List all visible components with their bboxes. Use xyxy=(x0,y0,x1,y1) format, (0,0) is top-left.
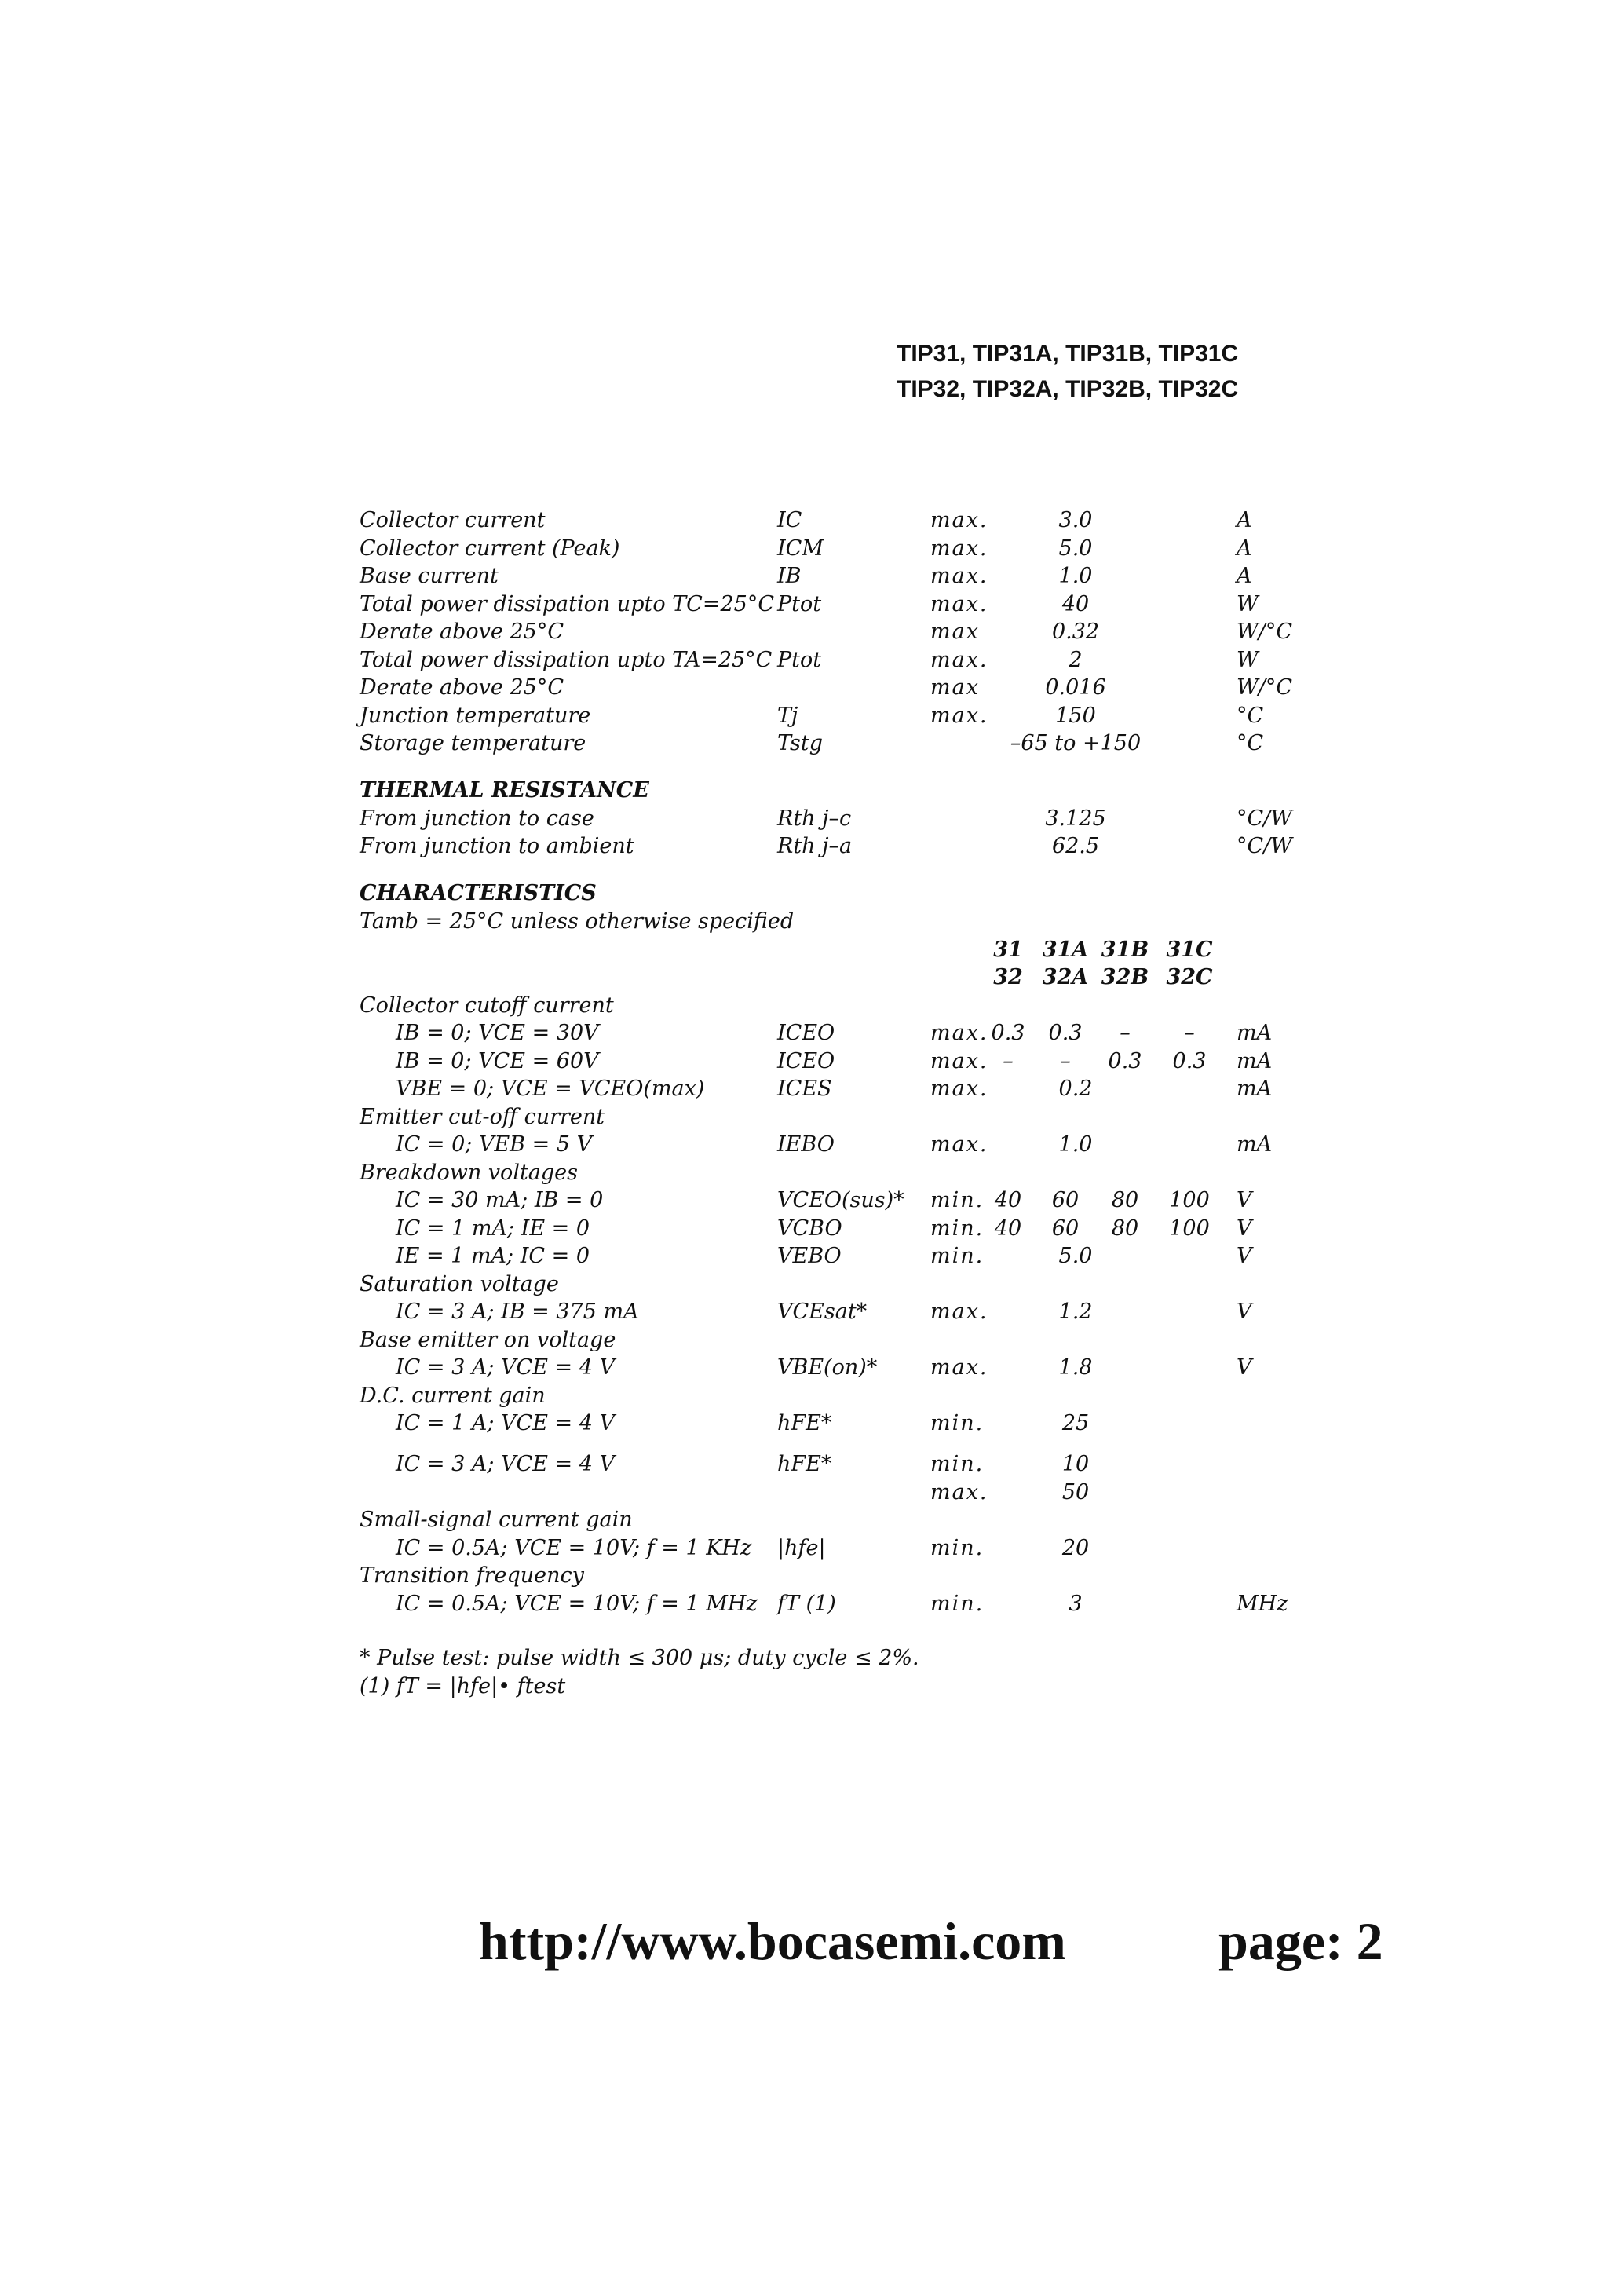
test-condition: IE = 1 mA; IC = 0 xyxy=(396,1244,590,1268)
table-row xyxy=(360,832,1302,861)
parameter-unit: V xyxy=(1237,1300,1252,1324)
parameter-label: Collector current (Peak) xyxy=(360,536,620,561)
parameter-unit: °C xyxy=(1237,703,1264,728)
table-row xyxy=(360,1019,1302,1047)
spacer xyxy=(360,758,1302,777)
parameter-label: From junction to ambient xyxy=(360,834,634,858)
variant-value: 60 xyxy=(1051,1216,1080,1241)
test-condition: IB = 0; VCE = 60V xyxy=(396,1048,599,1073)
parameter-label: From junction to case xyxy=(360,806,594,831)
table-row xyxy=(360,1047,1302,1076)
table-row xyxy=(360,1590,1302,1618)
table-row xyxy=(360,1075,1302,1103)
variant-column-headers xyxy=(360,936,1302,992)
parameter-unit: V xyxy=(1237,1216,1252,1241)
parameter-value: 0.2 xyxy=(1058,1077,1093,1101)
parameter-unit: W xyxy=(1237,647,1259,672)
limit-qualifier: min. xyxy=(930,1188,985,1212)
test-condition: IB = 0; VCE = 30V xyxy=(396,1021,599,1045)
variant-value: – xyxy=(1184,1021,1195,1045)
part-numbers-line-2: TIP32, TIP32A, TIP32B, TIP32C xyxy=(897,376,1239,402)
limit-qualifier: max. xyxy=(930,1300,988,1324)
table-row xyxy=(360,1506,1302,1534)
parameter-label: Junction temperature xyxy=(360,703,591,728)
parameter-label: Storage temperature xyxy=(360,731,586,755)
variant-value: 0.3 xyxy=(1108,1048,1142,1073)
parameter-value: 3.0 xyxy=(1058,508,1093,532)
parameter-symbol: Ptot xyxy=(777,647,822,672)
variant-column-header: 31A xyxy=(1042,937,1089,962)
table-row xyxy=(360,1103,1302,1132)
parameter-group-label: Small-signal current gain xyxy=(360,1508,633,1532)
test-condition: VBE = 0; VCE = VCEO(max) xyxy=(396,1077,705,1101)
table-row xyxy=(360,963,1302,992)
table-row xyxy=(360,1562,1302,1590)
test-condition: IC = 1 mA; IE = 0 xyxy=(396,1216,590,1241)
parameter-label: Collector current xyxy=(360,508,546,532)
parameter-unit: V xyxy=(1237,1355,1252,1380)
variant-column-header: 32 xyxy=(993,965,1023,989)
limit-qualifier: max. xyxy=(930,1021,988,1045)
parameter-symbol: Tstg xyxy=(777,731,824,755)
variant-value: 100 xyxy=(1169,1216,1210,1241)
parameter-unit: W xyxy=(1237,591,1259,616)
parameter-symbol: VCEsat* xyxy=(777,1300,868,1324)
limit-qualifier: min. xyxy=(930,1244,985,1268)
variant-column-header: 31 xyxy=(993,937,1023,962)
test-condition: IC = 30 mA; IB = 0 xyxy=(396,1188,604,1212)
characteristics-condition: Tamb = 25°C unless otherwise specified xyxy=(360,909,795,934)
note-transition-frequency: (1) fT = |hfe|• ftest xyxy=(360,1674,566,1698)
website-url[interactable]: http://www.bocasemi.com xyxy=(479,1911,1066,1971)
parameter-value: 5.0 xyxy=(1058,536,1093,561)
table-row xyxy=(360,506,1302,535)
parameter-value: 40 xyxy=(1061,591,1090,616)
parameter-value: –65 to +150 xyxy=(1010,731,1142,755)
table-row xyxy=(360,992,1302,1020)
variant-value: 40 xyxy=(994,1188,1022,1212)
parameter-unit: °C xyxy=(1237,731,1264,755)
variant-value: 80 xyxy=(1111,1188,1139,1212)
spacer xyxy=(360,861,1302,879)
table-row xyxy=(360,1534,1302,1563)
parameter-group-label: Transition frequency xyxy=(360,1563,584,1588)
table-row xyxy=(360,1409,1302,1450)
parameter-symbol: IC xyxy=(777,508,802,532)
document-header xyxy=(897,336,1238,407)
parameter-unit: A xyxy=(1237,564,1252,588)
limit-qualifier: max. xyxy=(930,508,988,532)
parameter-symbol: ICEO xyxy=(777,1021,835,1045)
parameter-label: Derate above 25°C xyxy=(360,675,564,700)
parameter-group-label: Base emitter on voltage xyxy=(360,1327,616,1352)
table-row xyxy=(360,702,1302,730)
table-row xyxy=(360,674,1302,702)
parameter-symbol: ICES xyxy=(777,1077,832,1101)
limit-qualifier: max. xyxy=(930,1132,988,1157)
limit-qualifier: max. xyxy=(930,1077,988,1101)
table-row xyxy=(360,1215,1302,1243)
parameter-group-label: Saturation voltage xyxy=(360,1271,559,1296)
table-row xyxy=(360,1382,1302,1410)
parameter-symbol: VCBO xyxy=(777,1216,842,1241)
limit-qualifier: min. xyxy=(930,1452,985,1476)
test-condition: IC = 0.5A; VCE = 10V; f = 1 KHz xyxy=(396,1535,752,1560)
part-numbers-line-1: TIP31, TIP31A, TIP31B, TIP31C xyxy=(897,341,1239,367)
test-condition: IC = 3 A; VCE = 4 V xyxy=(396,1452,615,1476)
table-row xyxy=(360,590,1302,619)
parameter-value: 3.125 xyxy=(1045,806,1106,831)
parameter-unit: mA xyxy=(1237,1021,1273,1045)
note-pulse-test: * Pulse test: pulse width ≤ 300 μs; duty cycle ≤ 2%. xyxy=(360,1646,919,1670)
parameter-symbol: Rth j–c xyxy=(777,806,852,831)
parameter-unit: °C/W xyxy=(1237,806,1293,831)
table-row xyxy=(360,562,1302,590)
test-condition: IC = 0; VEB = 5 V xyxy=(396,1132,593,1157)
parameter-symbol: hFE* xyxy=(777,1411,832,1435)
parameter-label: Total power dissipation upto TC=25°C xyxy=(360,591,774,616)
limit-qualifier: max. xyxy=(930,564,988,588)
variant-column-header: 32B xyxy=(1101,965,1149,989)
parameter-unit: W/°C xyxy=(1237,675,1293,700)
parameter-value: 1.2 xyxy=(1058,1300,1093,1324)
page-number: page: 2 xyxy=(1218,1911,1383,1971)
test-condition: IC = 1 A; VCE = 4 V xyxy=(396,1411,615,1435)
parameter-group-label: Emitter cut-off current xyxy=(360,1104,605,1129)
table-row xyxy=(360,646,1302,675)
thermal-resistance-title: THERMAL RESISTANCE xyxy=(360,777,649,803)
parameter-value: 1.0 xyxy=(1058,564,1093,588)
table-row xyxy=(360,936,1302,964)
parameter-unit: °C/W xyxy=(1237,834,1293,858)
limit-qualifier: max. xyxy=(930,591,988,616)
variant-column-header: 32A xyxy=(1042,965,1089,989)
table-row xyxy=(360,1479,1302,1507)
table-row xyxy=(360,1242,1302,1270)
table-row xyxy=(360,1450,1302,1479)
table-row xyxy=(360,535,1302,563)
parameter-unit: mA xyxy=(1237,1077,1273,1101)
parameter-unit: A xyxy=(1237,508,1252,532)
limit-qualifier: max xyxy=(930,620,980,644)
limit-qualifier: max xyxy=(930,675,980,700)
limit-qualifier: min. xyxy=(930,1591,985,1616)
parameter-value: 0.016 xyxy=(1045,675,1106,700)
limit-qualifier: max. xyxy=(930,1048,988,1073)
table-row xyxy=(360,729,1302,758)
table-row xyxy=(360,1270,1302,1299)
parameter-value: 3 xyxy=(1069,1591,1083,1616)
table-row xyxy=(360,618,1302,646)
parameter-symbol: IB xyxy=(777,564,802,588)
parameter-value: 62.5 xyxy=(1051,834,1100,858)
variant-value: 0.3 xyxy=(1172,1048,1207,1073)
table-row xyxy=(360,1186,1302,1215)
parameter-symbol: fT (1) xyxy=(777,1591,836,1616)
table-row xyxy=(360,1159,1302,1187)
variant-value: – xyxy=(1120,1021,1131,1045)
variant-value: 100 xyxy=(1169,1188,1210,1212)
test-condition: IC = 0.5A; VCE = 10V; f = 1 MHz xyxy=(396,1591,758,1616)
parameter-unit: mA xyxy=(1237,1132,1273,1157)
parameter-unit: V xyxy=(1237,1188,1252,1212)
parameter-symbol: hFE* xyxy=(777,1452,832,1476)
variant-column-header: 32C xyxy=(1166,965,1213,989)
variant-column-header: 31B xyxy=(1101,937,1149,962)
variant-value: – xyxy=(1060,1048,1071,1073)
limit-qualifier: min. xyxy=(930,1216,985,1241)
variant-value: – xyxy=(1003,1048,1014,1073)
test-condition: IC = 3 A; VCE = 4 V xyxy=(396,1355,615,1380)
parameter-value: 10 xyxy=(1061,1452,1090,1476)
table-row xyxy=(360,1298,1302,1326)
limit-qualifier: max. xyxy=(930,536,988,561)
parameter-unit: V xyxy=(1237,1244,1252,1268)
table-row xyxy=(360,1354,1302,1382)
parameter-symbol: |hfe| xyxy=(777,1535,826,1560)
parameter-value: 0.32 xyxy=(1051,620,1100,644)
parameter-symbol: VBE(on)* xyxy=(777,1355,878,1380)
test-condition: IC = 3 A; IB = 375 mA xyxy=(396,1300,639,1324)
parameter-value: 20 xyxy=(1061,1535,1090,1560)
variant-column-header: 31C xyxy=(1166,937,1213,962)
table-row xyxy=(360,1131,1302,1159)
parameter-symbol: Ptot xyxy=(777,591,822,616)
parameter-unit: W/°C xyxy=(1237,620,1293,644)
parameter-value: 1.0 xyxy=(1058,1132,1093,1157)
parameter-value: 2 xyxy=(1069,647,1083,672)
limit-qualifier: min. xyxy=(930,1535,985,1560)
parameter-symbol: IEBO xyxy=(777,1132,835,1157)
variant-value: 0.3 xyxy=(991,1021,1025,1045)
parameter-symbol: VEBO xyxy=(777,1244,842,1268)
parameter-symbol: ICEO xyxy=(777,1048,835,1073)
limit-qualifier: min. xyxy=(930,1411,985,1435)
absolute-ratings-table xyxy=(360,506,1302,758)
parameter-unit: A xyxy=(1237,536,1252,561)
thermal-resistance-table xyxy=(360,805,1302,861)
parameter-value: 150 xyxy=(1055,703,1096,728)
parameter-symbol: ICM xyxy=(777,536,824,561)
variant-value: 80 xyxy=(1111,1216,1139,1241)
limit-qualifier: max. xyxy=(930,703,988,728)
characteristics-title: CHARACTERISTICS xyxy=(360,880,597,905)
limit-qualifier: max. xyxy=(930,647,988,672)
limit-qualifier: max. xyxy=(930,1355,988,1380)
characteristics-table xyxy=(360,992,1302,1618)
parameter-unit: MHz xyxy=(1237,1591,1288,1616)
table-row xyxy=(360,805,1302,833)
parameter-value: 5.0 xyxy=(1058,1244,1093,1268)
variant-value: 60 xyxy=(1051,1188,1080,1212)
parameter-value: 50 xyxy=(1061,1479,1090,1504)
parameter-symbol: VCEO(sus)* xyxy=(777,1188,904,1212)
datasheet-body xyxy=(360,506,1302,1701)
spacer xyxy=(360,1618,1302,1644)
parameter-unit: mA xyxy=(1237,1048,1273,1073)
parameter-group-label: Collector cutoff current xyxy=(360,993,614,1018)
parameter-group-label: D.C. current gain xyxy=(360,1383,546,1408)
parameter-group-label: Breakdown voltages xyxy=(360,1160,579,1185)
parameter-value: 1.8 xyxy=(1058,1355,1093,1380)
parameter-symbol: Tj xyxy=(777,703,798,728)
limit-qualifier: max. xyxy=(930,1479,988,1504)
parameter-label: Total power dissipation upto TA=25°C xyxy=(360,647,773,672)
variant-value: 0.3 xyxy=(1048,1021,1083,1045)
table-row xyxy=(360,1326,1302,1355)
variant-value: 40 xyxy=(994,1216,1022,1241)
parameter-label: Derate above 25°C xyxy=(360,620,564,644)
parameter-label: Base current xyxy=(360,564,499,588)
parameter-value: 25 xyxy=(1061,1411,1090,1435)
parameter-symbol: Rth j–a xyxy=(777,834,853,858)
